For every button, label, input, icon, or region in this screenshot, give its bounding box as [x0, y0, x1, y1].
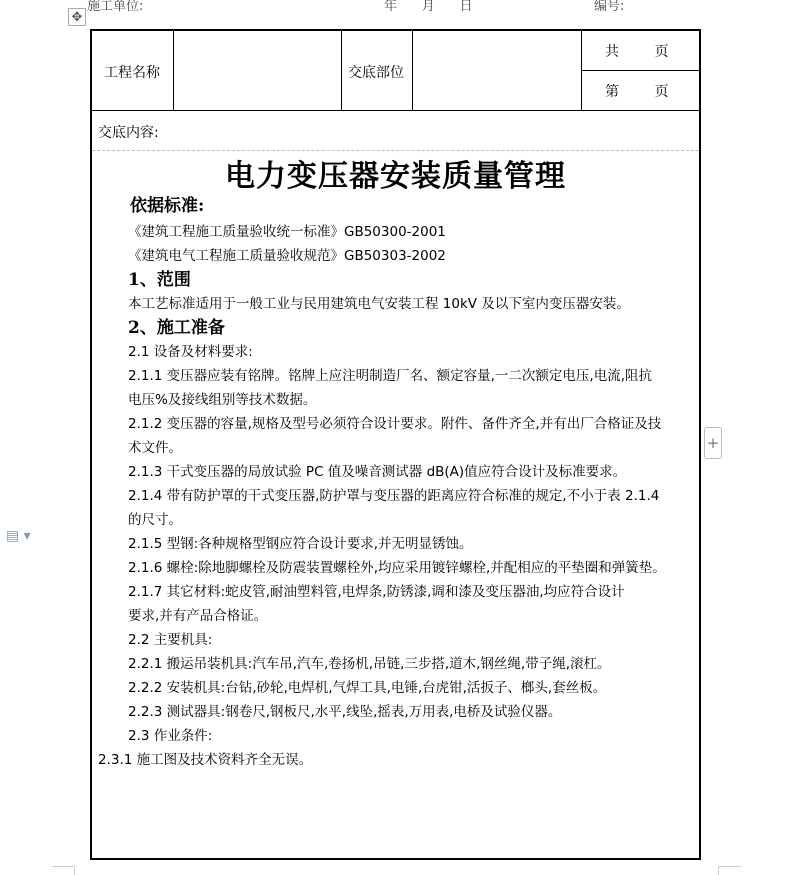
paragraph: 的尺寸。 [128, 512, 182, 528]
grid-line [341, 31, 342, 110]
scope-text: 本工艺标准适用于一般工业与民用建筑电气安装工程 10kV 及以下室内变压器安装。 [128, 296, 630, 312]
document-icon[interactable]: ▤ ▾ [6, 528, 31, 544]
paragraph: 2.1.3 干式变压器的局放试验 PC 值及噪音测试器 dB(A)值应符合设计及标准要求。 [128, 464, 627, 480]
prep-heading: 2、施工准备 [128, 318, 225, 338]
paragraph: 要求,并有产品合格证。 [128, 608, 268, 624]
move-icon[interactable]: ✥ [68, 8, 86, 26]
header-number-label: 编号: [594, 0, 625, 14]
paragraph: 2.1.5 型钢:各种规格型钢应符合设计要求,并无明显锈蚀。 [128, 536, 473, 552]
grid-line [92, 110, 699, 111]
header-date-label: 年 月 日 [384, 0, 473, 14]
part-label: 交底部位 [348, 65, 404, 81]
page-number-label: 第 页 [605, 84, 669, 100]
paragraph: 2.2.3 测试器具:钢卷尺,钢板尺,水平,线坠,摇表,万用表,电桥及试验仪器。 [128, 704, 562, 720]
paragraph: 2.2.2 安装机具:台钻,砂轮,电焊机,气焊工具,电锤,台虎钳,活扳子、榔头,套丝板。 [128, 680, 607, 696]
paragraph: 2.3.1 施工图及技术资料齐全无误。 [98, 752, 313, 768]
paragraph: 2.1.4 带有防护罩的干式变压器,防护罩与变压器的距离应符合标准的规定,不小于表 2.1.4 [128, 488, 660, 504]
paragraph: 2.1.1 变压器应装有铭牌。铭牌上应注明制造厂名、额定容量,一二次额定电压,电流,阻抗 [128, 368, 653, 384]
paragraph: 2.1.2 变压器的容量,规格及型号必须符合设计要求。附件、备件齐全,并有出厂合格证及技 [128, 416, 662, 432]
part-field[interactable] [413, 31, 581, 110]
document-title: 电力变压器安装质量管理 [225, 159, 566, 194]
paragraph: 2.1 设备及材料要求: [128, 344, 253, 360]
standard-line: 《建筑工程施工质量验收统一标准》GB50300-2001 [128, 224, 446, 240]
paragraph: 2.1.6 螺栓:除地脚螺栓及防震装置螺栓外,均应采用镀锌螺栓,并配相应的平垫圈和弹簧垫。 [128, 560, 666, 576]
paragraph: 电压%及接线组别等技术数据。 [128, 392, 317, 408]
disclosure-form [90, 29, 701, 860]
paragraph: 2.3 作业条件: [128, 728, 213, 744]
standard-line: 《建筑电气工程施工质量验收规范》GB50303-2002 [128, 248, 446, 264]
paragraph: 2.1.7 其它材料:蛇皮管,耐油塑料管,电焊条,防锈漆,调和漆及变压器油,均应符合设计 [128, 584, 625, 600]
basis-heading: 依据标准: [130, 196, 205, 216]
paragraph: 2.2 主要机具: [128, 632, 213, 648]
paragraph: 2.2.1 搬运吊装机具:汽车吊,汽车,卷扬机,吊链,三步搭,道木,钢丝绳,带子绳,滚杠。 [128, 656, 611, 672]
grid-line [581, 70, 699, 71]
total-pages-label: 共 页 [605, 44, 669, 60]
project-name-field[interactable] [174, 31, 341, 110]
scope-heading: 1、范围 [128, 270, 191, 290]
content-label: 交底内容: [98, 125, 159, 141]
paragraph: 术文件。 [128, 440, 182, 456]
project-name-label: 工程名称 [104, 65, 160, 81]
header-unit-label: 施工单位: [87, 0, 144, 14]
plus-icon[interactable]: + [704, 427, 722, 459]
